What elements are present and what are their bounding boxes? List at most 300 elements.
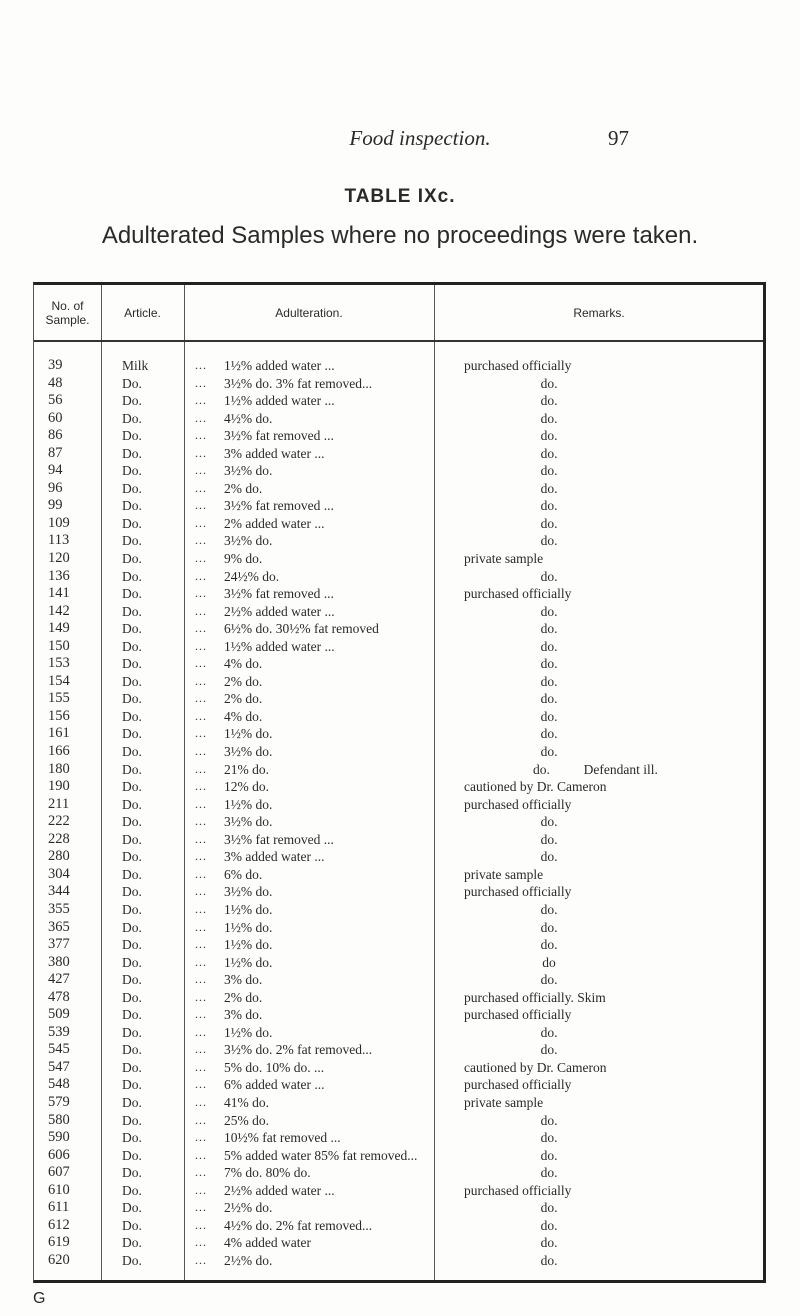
article: Do. [122,1235,142,1251]
article: Do. [122,393,142,409]
leader-dots: ... [195,919,207,934]
sample-number: 161 [48,725,70,742]
remarks-cell [464,427,754,445]
leader-dots: ... [195,901,207,916]
leader-dots: ... [195,866,207,881]
sample-number: 142 [48,602,70,619]
sample-number: 620 [48,1251,70,1268]
table-row [34,638,763,656]
article: Do. [122,901,142,917]
adulteration: 3½% do. 2% fat removed... [224,1042,373,1058]
remarks-cell [464,989,754,1007]
table-row [34,1199,763,1217]
sample-number: 99 [48,497,63,514]
remarks: do. [540,673,558,689]
remarks-cell [464,392,754,410]
adulteration: 4½% do. [224,410,273,426]
sample-number: 280 [48,848,70,865]
sample-number: 180 [48,760,70,777]
remarks-cell [464,1182,754,1200]
adulteration: 2% do. [224,989,263,1005]
adulteration: 3½% do. [224,814,273,830]
table-row [34,708,763,726]
table-row [34,954,763,972]
article: Do. [122,1217,142,1233]
adulteration: 2½% do. [224,1252,273,1268]
article: Do. [122,445,142,461]
remarks: do. [540,849,558,865]
table-row [34,725,763,743]
adulteration: 9% do. [224,551,263,567]
table-row [34,673,763,691]
remarks-cell [464,919,754,937]
table-row [34,550,763,568]
article: Do. [122,866,142,882]
leader-dots: ... [195,603,207,618]
table-row [34,603,763,621]
remarks-cell [464,1041,754,1059]
remarks-cell [464,585,754,603]
article: Do. [122,638,142,654]
page-number: 97 [608,126,629,150]
leader-dots: ... [195,1007,207,1022]
remarks-cell [464,568,754,586]
leader-dots: ... [195,480,207,495]
remarks: purchased officially [464,1182,572,1198]
sample-number: 590 [48,1129,70,1146]
sample-number: 60 [48,409,63,426]
adulteration: 1½% do. [224,954,273,970]
leader-dots: ... [195,410,207,425]
adulteration: 5% added water 85% fat removed... [224,1147,418,1163]
leader-dots: ... [195,463,207,478]
remarks-cell [464,1094,754,1112]
adulteration: 3½% fat removed ... [224,831,334,847]
remarks: do. [540,515,558,531]
leader-dots: ... [195,1024,207,1039]
article: Do. [122,1147,142,1163]
table-row [34,1041,763,1059]
table-row [34,813,763,831]
adulteration: 25% do. [224,1112,269,1128]
remarks: do. [540,533,558,549]
adulteration: 2½% added water ... [224,603,335,619]
table-row [34,480,763,498]
leader-dots: ... [195,761,207,776]
sample-number: 344 [48,883,70,900]
adulteration: 3½% fat removed ... [224,498,334,514]
table-row [34,883,763,901]
leader-dots: ... [195,937,207,952]
article: Do. [122,761,142,777]
article: Do. [122,1094,142,1110]
remarks: do. [540,638,558,654]
remarks-cell [464,1112,754,1130]
article: Do. [122,972,142,988]
remarks: do. [540,919,558,935]
article: Do. [122,779,142,795]
leader-dots: ... [195,972,207,987]
remarks: do. [540,937,558,953]
article: Do. [122,1182,142,1198]
adulteration: 3½% do. [224,884,273,900]
adulteration: 4% do. [224,656,263,672]
table-row [34,1024,763,1042]
sample-number: 606 [48,1146,70,1163]
article: Do. [122,1059,142,1075]
leader-dots: ... [195,884,207,899]
leader-dots: ... [195,551,207,566]
table-body [34,357,763,1269]
remarks: do. [540,445,558,461]
leader-dots: ... [195,1042,207,1057]
remarks-cell [464,1147,754,1165]
adulteration: 2½% do. [224,1200,273,1216]
sample-number: 228 [48,830,70,847]
remarks-cell [464,936,754,954]
sample-number: 355 [48,900,70,917]
adulteration: 2% do. [224,691,263,707]
remarks-cell [464,831,754,849]
remarks-cell [464,1024,754,1042]
adulteration: 3½% do. [224,463,273,479]
remarks: purchased officially [464,1007,572,1023]
adulteration: 2% added water ... [224,515,325,531]
adulteration: 2% do. [224,480,263,496]
remarks-cell [464,708,754,726]
sample-number: 211 [48,795,70,812]
remarks: do. [540,744,558,760]
remarks: do. [540,393,558,409]
sample-number: 190 [48,778,70,795]
sample-number: 478 [48,988,70,1005]
leader-dots: ... [195,1252,207,1267]
table-row [34,375,763,393]
remarks: do. [540,498,558,514]
sample-number: 539 [48,1023,70,1040]
remarks-cell [464,848,754,866]
table-row [34,462,763,480]
sample-number: 612 [48,1216,70,1233]
sample-number: 136 [48,567,70,584]
leader-dots: ... [195,1182,207,1197]
sample-number: 150 [48,637,70,654]
remarks-cell [464,1217,754,1235]
remarks-cell [464,638,754,656]
article: Do. [122,1200,142,1216]
adulteration: 4% do. [224,708,263,724]
table-row [34,1252,763,1270]
remarks-cell [464,603,754,621]
adulteration: 1½% do. [224,1024,273,1040]
leader-dots: ... [195,375,207,390]
leader-dots: ... [195,1217,207,1232]
remarks-cell [464,743,754,761]
header-sample-no: No. of Sample. [45,298,90,327]
adulteration: 1½% do. [224,796,273,812]
article: Do. [122,1007,142,1023]
sample-number: 380 [48,953,70,970]
table-row [34,1129,763,1147]
leader-dots: ... [195,515,207,530]
leader-dots: ... [195,989,207,1004]
adulteration: 3% added water ... [224,849,325,865]
leader-dots: ... [195,1165,207,1180]
leader-dots: ... [195,498,207,513]
article: Do. [122,1165,142,1181]
remarks: do. [540,480,558,496]
article: Do. [122,884,142,900]
remarks-cell [464,375,754,393]
article: Do. [122,744,142,760]
leader-dots: ... [195,691,207,706]
table-row [34,410,763,428]
adulteration: 1½% do. [224,726,273,742]
adulteration: 3% added water ... [224,445,325,461]
leader-dots: ... [195,954,207,969]
article: Do. [122,937,142,953]
remarks-cell [464,1059,754,1077]
adulteration: 1½% added water ... [224,393,335,409]
table-row [34,1217,763,1235]
remarks-cell [464,778,754,796]
article: Do. [122,1112,142,1128]
table-row [34,866,763,884]
sample-number: 156 [48,707,70,724]
adulteration: 3½% fat removed ... [224,428,334,444]
adulteration: 1½% do. [224,919,273,935]
remarks: do. [540,831,558,847]
leader-dots: ... [195,428,207,443]
header-adulteration: Adulteration. [275,305,343,320]
header-rule [34,340,763,342]
article: Do. [122,533,142,549]
table-row [34,515,763,533]
remarks-cell [464,655,754,673]
leader-dots: ... [195,849,207,864]
remarks-cell [464,515,754,533]
article: Do. [122,919,142,935]
sample-number: 365 [48,918,70,935]
adulteration: 3% do. [224,1007,263,1023]
remarks-cell [464,480,754,498]
remarks-cell [464,901,754,919]
remarks: do. [540,1130,558,1146]
adulteration: 10½% fat removed ... [224,1130,341,1146]
sample-number: 141 [48,585,70,602]
remarks: purchased officially. Skim [464,989,606,1005]
leader-dots: ... [195,1130,207,1145]
article: Do. [122,1024,142,1040]
sample-number: 580 [48,1111,70,1128]
adulteration: 2½% added water ... [224,1182,335,1198]
leader-dots: ... [195,673,207,688]
remarks: do. [540,1217,558,1233]
remarks: do. [540,375,558,391]
leader-dots: ... [195,708,207,723]
article: Do. [122,410,142,426]
sample-number: 509 [48,1006,70,1023]
sample-number: 222 [48,813,70,830]
article: Do. [122,428,142,444]
remarks: private sample [464,551,544,567]
table-row [34,392,763,410]
remarks-cell [464,1164,754,1182]
sample-number: 113 [48,532,70,549]
remarks: purchased officially [464,1077,572,1093]
article: Do. [122,691,142,707]
article: Do. [122,708,142,724]
sample-number: 427 [48,971,70,988]
remarks-cell [464,796,754,814]
table-row [34,936,763,954]
table-row [34,1094,763,1112]
table-label: TABLE IXc. [344,186,456,207]
article: Do. [122,480,142,496]
adulteration: 3% do. [224,972,263,988]
adulteration: 6% do. [224,866,263,882]
adulteration: 7% do. 80% do. [224,1165,311,1181]
sample-number: 56 [48,392,63,409]
sample-number: 547 [48,1058,70,1075]
article: Do. [122,1077,142,1093]
article: Do. [122,1130,142,1146]
remarks: do. [540,901,558,917]
sample-number: 109 [48,514,70,531]
sample-number: 377 [48,936,70,953]
leader-dots: ... [195,358,207,372]
remarks: do. [540,1235,558,1251]
article: Do. [122,796,142,812]
remarks: purchased officially [464,586,572,602]
table-row [34,357,763,375]
sample-number: 155 [48,690,70,707]
remarks-cell [464,1129,754,1147]
remarks: do. [540,1042,558,1058]
table-row [34,1164,763,1182]
leader-dots: ... [195,1200,207,1215]
remarks-cell [464,1006,754,1024]
table-row [34,1059,763,1077]
remarks: private sample [464,1094,544,1110]
leader-dots: ... [195,831,207,846]
header-remarks: Remarks. [573,305,625,320]
remarks-cell [464,761,754,779]
remarks-cell [464,497,754,515]
adulteration: 3½% do. [224,744,273,760]
table-row [34,1006,763,1024]
article: Do. [122,375,142,391]
remarks-cell [464,410,754,428]
remarks-cell [464,866,754,884]
article: Do. [122,568,142,584]
leader-dots: ... [195,656,207,671]
data-table [33,282,766,1283]
table-row [34,778,763,796]
remarks: do. [540,708,558,724]
article: Do. [122,463,142,479]
remarks: do. [540,410,558,426]
article: Do. [122,726,142,742]
adulteration: 1½% added water ... [224,358,335,373]
sample-number: 153 [48,655,70,672]
table-row [34,848,763,866]
remarks-cell [464,883,754,901]
leader-dots: ... [195,1094,207,1109]
table-title: Adulterated Samples where no proceedings were taken. [101,222,699,249]
header-article: Article. [124,305,161,320]
table-row [34,1182,763,1200]
table-row [34,796,763,814]
sample-number: 548 [48,1076,70,1093]
remarks: do. [540,1024,558,1040]
adulteration: 1½% do. [224,901,273,917]
remarks: do. [540,1112,558,1128]
table-row [34,1147,763,1165]
table-row [34,568,763,586]
remarks: do. [540,972,558,988]
leader-dots: ... [195,445,207,460]
leader-dots: ... [195,638,207,653]
remarks-cell [464,532,754,550]
remarks-cell [464,445,754,463]
adulteration: 24½% do. [224,568,280,584]
remarks: do [542,954,556,970]
leader-dots: ... [195,1235,207,1250]
table-row [34,585,763,603]
article: Milk [122,358,149,373]
remarks: do. [540,1147,558,1163]
remarks: do. [540,1200,558,1216]
table-row [34,989,763,1007]
leader-dots: ... [195,1059,207,1074]
adulteration: 1½% do. [224,937,273,953]
article: Do. [122,656,142,672]
remarks-cell [464,357,754,375]
article: Do. [122,954,142,970]
remarks: cautioned by Dr. Cameron [464,779,607,795]
article: Do. [122,515,142,531]
remarks-cell [464,725,754,743]
table-row [34,1234,763,1252]
remarks-cell [464,954,754,972]
sample-number: 87 [48,444,63,461]
leader-dots: ... [195,393,207,408]
remarks: do. [540,814,558,830]
sample-number: 48 [48,374,63,391]
remarks-cell [464,971,754,989]
table-row [34,743,763,761]
remarks-cell [464,1234,754,1252]
sample-number: 120 [48,550,70,567]
table-row [34,1112,763,1130]
table-row [34,690,763,708]
remarks-cell [464,620,754,638]
remarks: do. Defendant ill. [533,761,658,777]
remarks-cell [464,462,754,480]
sample-number: 96 [48,479,63,496]
table-row [34,445,763,463]
leader-dots: ... [195,744,207,759]
article: Do. [122,621,142,637]
table-row [34,655,763,673]
sample-number: 39 [48,357,63,373]
sample-number: 154 [48,672,70,689]
remarks-cell [464,1199,754,1217]
adulteration: 3½% do. [224,533,273,549]
remarks-cell [464,673,754,691]
remarks: do. [540,463,558,479]
